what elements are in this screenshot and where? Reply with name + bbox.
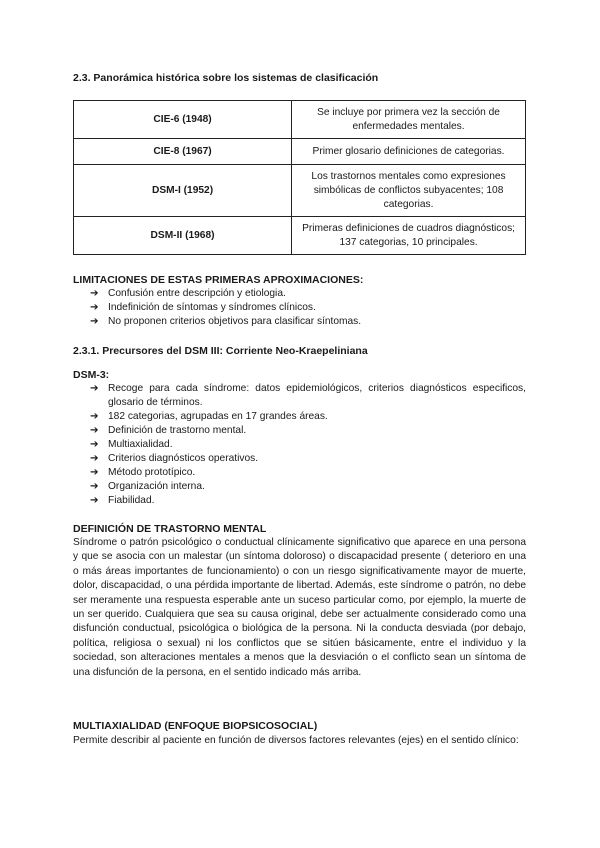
arrow-right-icon: ➔ (90, 467, 99, 478)
table-cell-system: CIE-6 (1948) (74, 101, 292, 139)
arrow-right-icon: ➔ (90, 411, 99, 422)
list-item: ➔ Confusión entre descripción y etiologia. (90, 288, 286, 299)
table-cell-desc: Los trastornos mentales como expresiones simbólicas de conflictos subyacentes; 108 categorias. (292, 165, 526, 217)
limitations-list (90, 287, 520, 329)
table-cell-system: DSM-II (1968) (74, 217, 292, 255)
list-item: ➔ Fiabilidad. (90, 495, 155, 506)
table-row (74, 101, 526, 139)
arrow-right-icon: ➔ (90, 316, 99, 327)
arrow-right-icon: ➔ (90, 453, 99, 464)
table-row (74, 217, 526, 255)
arrow-right-icon: ➔ (90, 302, 99, 313)
list-item: ➔ No proponen criterios objetivos para clasificar síntomas. (90, 316, 362, 327)
table-cell-desc: Primer glosario definiciones de categorias. (292, 139, 526, 165)
list-item: ➔ Criterios diagnósticos operativos. (90, 453, 259, 464)
dsm3-heading: DSM-3: (73, 369, 110, 381)
list-item: ➔ Recoge para cada síndrome: datos epidemiológicos, criterios diagnósticos especificos, glosario de términos. (90, 383, 526, 408)
arrow-right-icon: ➔ (90, 383, 99, 394)
dsm3-list (90, 382, 526, 508)
subsection-title: 2.3.1. Precursores del DSM III: Corriente Neo-Kraepeliniana (73, 345, 368, 357)
list-item: ➔ Organización interna. (90, 481, 205, 492)
arrow-right-icon: ➔ (90, 439, 99, 450)
table-cell-system: DSM-I (1952) (74, 165, 292, 217)
table-cell-system: CIE-8 (1967) (74, 139, 292, 165)
list-item: ➔ Multiaxialidad. (90, 439, 173, 450)
definition-heading: DEFINICIÓN DE TRASTORNO MENTAL (73, 523, 267, 535)
multiaxial-heading: MULTIAXIALIDAD (ENFOQUE BIOPSICOSOCIAL) (73, 720, 318, 732)
list-item: ➔ 182 categorias, agrupadas en 17 grandes áreas. (90, 411, 328, 422)
list-item: ➔ Definición de trastorno mental. (90, 425, 247, 436)
section-title: 2.3. Panorámica histórica sobre los sistemas de clasificación (73, 72, 379, 84)
table-row (74, 139, 526, 165)
multiaxial-text: Permite describir al paciente en función de diversos factores relevantes (ejes) en el sentido clínico: (73, 735, 519, 746)
arrow-right-icon: ➔ (90, 425, 99, 436)
arrow-right-icon: ➔ (90, 495, 99, 506)
table-row (74, 165, 526, 217)
definition-text: Síndrome o patrón psicológico o conductual clínicamente significativo que aparece en una persona y que se asocia con un malestar (un síntoma doloroso) o discapacidad presente ( deterioro en una o más áreas importantes de funcionamiento) o con un riesgo significativamente mayor de muerte, dolor, discapacidad, o una pérdida importante de libertad. Además, este síndrome o patrón, no debe ser meramente una respuesta esperable ante un suceso particular como, por ejemplo, la muerte de un ser querido. Cualquiera que sea su causa original, debe ser actualmente considerado como una disfunción conductual, psicológica o biológica de la persona. Ni la conducta desviada (por debajo, política, religiosa o sexual) ni los conflictos que se sitúen básicamente, entre el individuo y la sociedad, son alteraciones mentales a menos que la desviación o el conflicto sean un síntoma de una disfunción de la persona, en el sentido indicado más arriba. (73, 537, 526, 678)
table-cell-desc: Se incluye por primera vez la sección de enfermedades mentales. (292, 101, 526, 139)
list-item: ➔ Método prototípico. (90, 467, 196, 478)
list-item: ➔ Indefinición de síntomas y síndromes clínicos. (90, 302, 316, 313)
table-cell-desc: Primeras definiciones de cuadros diagnósticos; 137 categorias, 10 principales. (292, 217, 526, 255)
arrow-right-icon: ➔ (90, 481, 99, 492)
limitations-heading: LIMITACIONES DE ESTAS PRIMERAS APROXIMACIONES: (73, 274, 364, 286)
arrow-right-icon: ➔ (90, 288, 99, 299)
classification-table (73, 100, 526, 255)
